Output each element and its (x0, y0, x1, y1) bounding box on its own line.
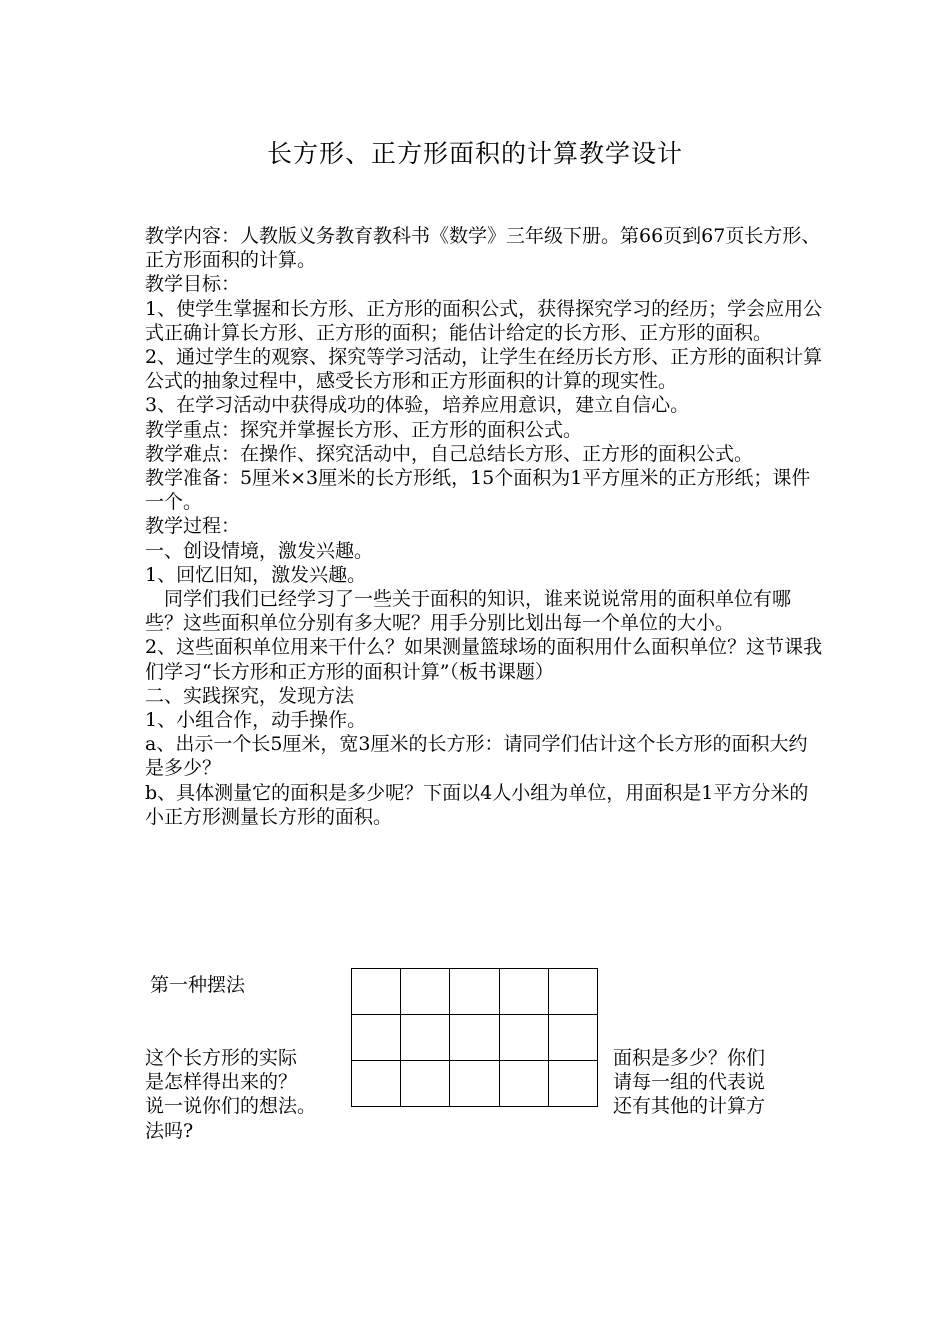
right-line: 面积是多少？你们 (613, 1047, 766, 1069)
grid-row (352, 969, 598, 1015)
left-line: 法吗? (145, 1119, 194, 1142)
grid-cell (499, 1015, 548, 1061)
paragraph-step-2: 2、这些面积单位用来干什么？如果测量篮球场的面积用什么面积单位？这节课我们学习“长方形和正方形的面积计算”（板书课题） (145, 636, 823, 683)
grid-cell (352, 1015, 401, 1061)
grid-row (352, 1061, 598, 1107)
grid-cell (352, 969, 401, 1015)
grid-cell (352, 1061, 401, 1107)
paragraph-process-heading: 教学过程： (145, 515, 241, 538)
grid-row (352, 1015, 598, 1061)
paragraph-key-point: 教学重点：探究并掌握长方形、正方形的面积公式。 (145, 418, 583, 441)
grid-cell (401, 1015, 450, 1061)
paragraph-preparation: 教学准备：5厘米×3厘米的长方形纸，15个面积为1平方厘米的正方形纸；课件一个。 (145, 467, 811, 514)
paragraph-difficulty: 教学难点：在操作、探究活动中，自己总结长方形、正方形的面积公式。 (145, 442, 754, 465)
grid-cell (450, 1061, 499, 1107)
paragraph-objectives-heading: 教学目标： (145, 273, 241, 296)
right-line: 请每一组的代表说 (613, 1071, 766, 1094)
grid-cell (401, 969, 450, 1015)
grid-cell (548, 1015, 597, 1061)
paragraph-step-1: 1、回忆旧知，激发兴趣。 (145, 563, 367, 586)
right-line: 还有其他的计算方 (613, 1095, 766, 1118)
paragraph-objective-2: 2、通过学生的观察、探究等学习活动，让学生在经历长方形、正方形的面积计算公式的抽象过程中，感受长方形和正方形面积的计算的现实性。 (145, 346, 823, 393)
grid-cell (548, 1061, 597, 1107)
paragraph-section-1: 一、创设情境，激发兴趣。 (145, 539, 374, 562)
paragraph-section-2: 二、实践探究，发现方法 (145, 684, 355, 707)
paragraph-group-work: 1、小组合作，动手操作。 (145, 709, 367, 732)
left-line: 是怎样得出来的？ (145, 1071, 298, 1094)
paragraph-item-a: a、出示一个长5厘米，宽3厘米的长方形：请同学们估计这个长方形的面积大约是多少？ (145, 733, 808, 780)
paragraph-content: 教学内容：人教版义务教育教科书《数学》三年级下册。第66页到67页长方形、正方形面积的计算。 (145, 225, 821, 272)
grid-cell (499, 1061, 548, 1107)
document-title: 长方形、正方形面积的计算教学设计 (266, 139, 683, 168)
paragraph-objective-3: 3、在学习活动中获得成功的体验，培养应用意识，建立自信心。 (145, 394, 690, 417)
paragraph-objective-1: 1、使学生掌握和长方形、正方形的面积公式，获得探究学习的经历；学会应用公式正确计算长方形、正方形的面积；能估计给定的长方形、正方形的面积。 (145, 297, 823, 344)
grid-cell (450, 1015, 499, 1061)
grid-cell (401, 1061, 450, 1107)
left-line: 这个长方形的实际 (145, 1047, 298, 1069)
left-wrap-text (145, 1046, 350, 1143)
left-line: 说一说你们的想法。 (145, 1095, 317, 1118)
document-body (145, 224, 825, 829)
right-wrap-text (613, 1046, 809, 1119)
paragraph-item-b: b、具体测量它的面积是多少呢？下面以4人小组为单位，用面积是1平方分米的小正方形测量长方形的面积。 (145, 781, 809, 828)
square-grid (351, 968, 598, 1107)
grid-cell (548, 969, 597, 1015)
grid-cell (450, 969, 499, 1015)
paragraph-review: 同学们我们已经学习了一些关于面积的知识，谁来说说常用的面积单位有哪些？这些面积单位分别有多大呢？用手分别比划出每一个单位的大小。 (145, 588, 792, 635)
grid-cell (499, 969, 548, 1015)
arrangement-label: 第一种摆法 (150, 974, 246, 996)
